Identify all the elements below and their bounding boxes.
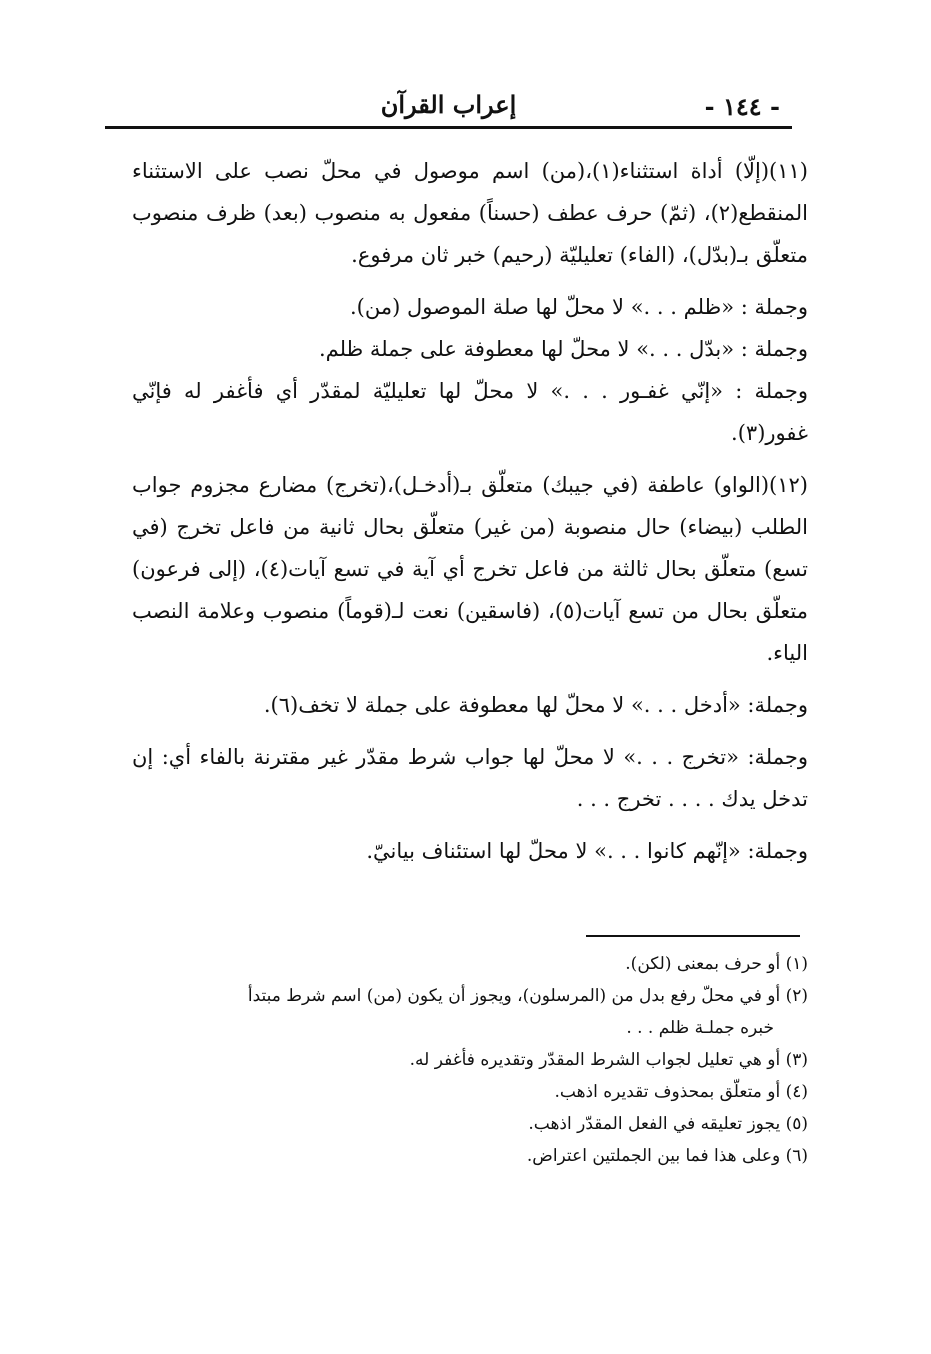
footnote-2-continuation: خبره جملـة ظلم . . .: [626, 1018, 774, 1038]
running-title: إعراب القرآن: [380, 90, 517, 119]
paragraph-12: (١٢)(الواو) عاطفة (في جيبك) متعلّق بـ(أدخـل)،(تخرج) مضارع مجزوم جواب الطلب (بيضاء) حال منصوبة (من غير) متعلّق بحال ثانية من فاعل تخرج (في تسع) متعلّق بحال ثالثة من فاعل تخرج أي آية في تسع آيات(٤)، (إلى فرعون) متعلّق بحال من تسع آيات(٥)، (فاسقين) نعت لـ(قوماً) منصوب وعلامة النصب الياء.: [132, 473, 808, 665]
footnote-2: (٢) أو في محلّ رفع بدل من (المرسلون)، ويجوز أن يكون (من) اسم شرط مبتدأ: [247, 986, 808, 1006]
footnote-5: (٥) يجوز تعليقه في الفعل المقدّر اذهب.: [528, 1114, 808, 1134]
sentence-analysis-2: وجملة : «بدّل . . .» لا محلّ لها معطوفة على جملة ظلم.: [318, 337, 808, 361]
footnote-3: (٣) أو هي تعليل لجواب الشرط المقدّر وتقديره فأغفر له.: [409, 1050, 808, 1070]
sentence-analysis-6: وجملة: «إنّهم كانوا . . .» لا محلّ لها استئناف بيانيّ.: [366, 839, 808, 863]
page-header: [105, 86, 792, 126]
footnote-rule: [586, 935, 800, 937]
paragraph-11: (١١)(إلّا) أداة استثناء(١)،(من) اسم موصول في محلّ نصب على الاستثناء المنقطع(٢)، (ثمّ) حرف عطف (حسناً) مفعول به منصوب (بعد) ظرف منصوب متعلّق بـ(بدّل)، (الفاء) تعليليّة (رحيم) خبر ثان مرفوع.: [132, 159, 808, 267]
footnotes: [132, 948, 808, 1172]
page-number: - ١٤٤ -: [704, 92, 780, 121]
footnote-1: (١) أو حرف بمعنى (لكن).: [625, 954, 808, 974]
main-text: [132, 150, 808, 872]
header-rule: [105, 126, 792, 129]
footnote-4: (٤) أو متعلّق بمحذوف تقديره اذهب.: [554, 1082, 808, 1102]
sentence-analysis-3: وجملة : «إنّي غفـور . . .» لا محلّ لها تعليليّة لمقدّر أي فأغفر له فإنّي غفور(٣).: [132, 379, 808, 445]
sentence-analysis-4: وجملة: «أدخل . . .» لا محلّ لها معطوفة على جملة لا تخف(٦).: [263, 693, 808, 717]
sentence-analysis-5: وجملة: «تخرج . . .» لا محلّ لها جواب شرط مقدّر غير مقترنة بالفاء أي: إن تدخل يدك . . . . تخرج . . .: [132, 745, 808, 811]
sentence-analysis-1: وجملة : «ظلم . . .» لا محلّ لها صلة الموصول (من).: [349, 295, 808, 319]
footnote-6: (٦) وعلى هذا فما بين الجملتين اعتراض.: [526, 1146, 808, 1166]
